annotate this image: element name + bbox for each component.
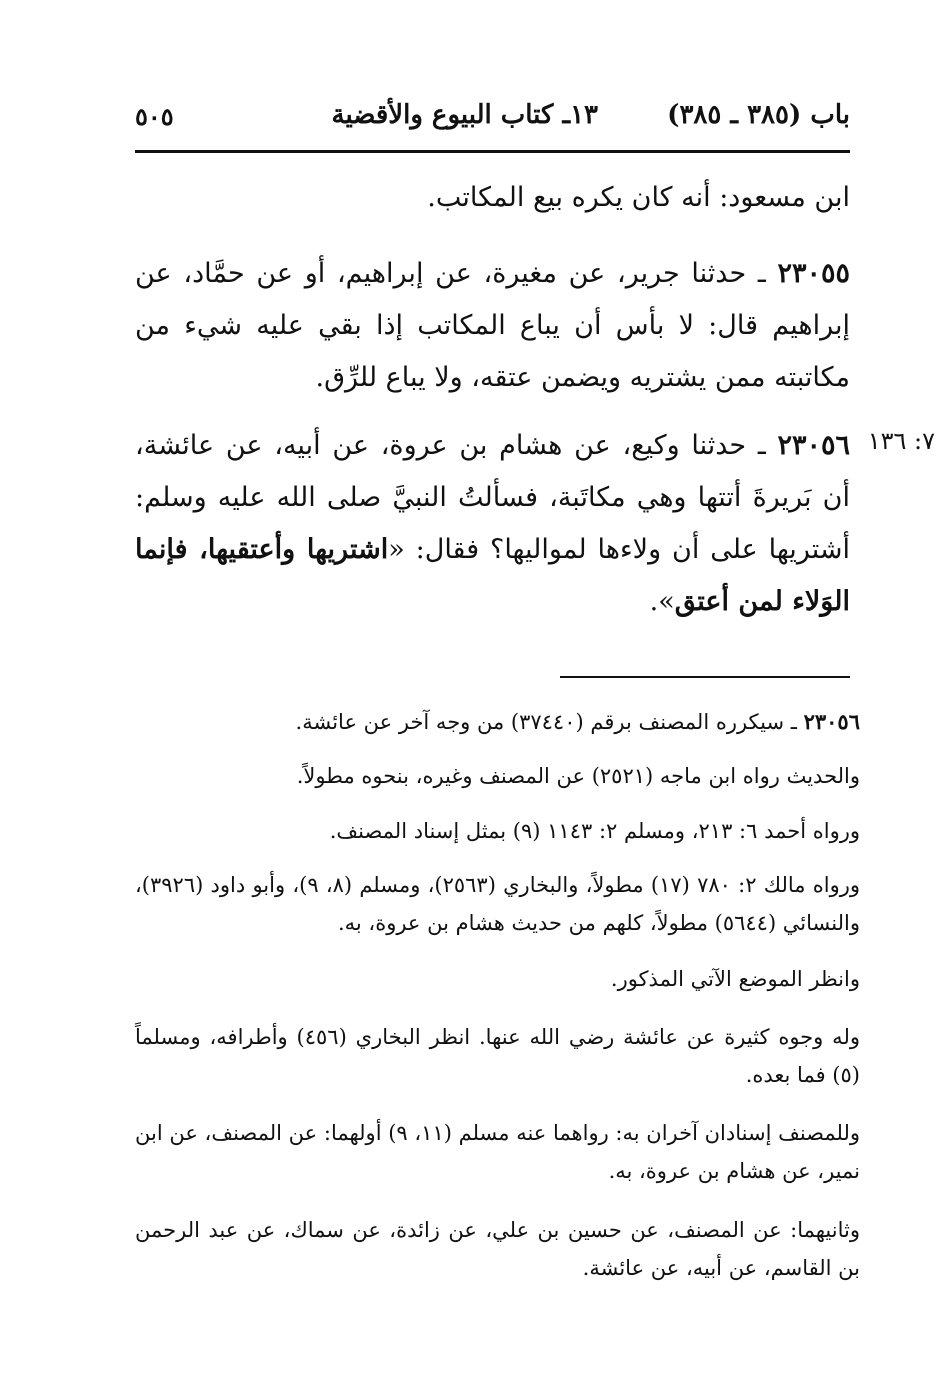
footnote-paragraph: ورواه أحمد ٦: ٢١٣، ومسلم ٢: ١١٤٣ (٩) بمثل إسناد المصنف. bbox=[329, 819, 860, 843]
footnote-paragraph: وللمصنف إسنادان آخران به: رواهما عنه مسلم (١١، ٩) أولهما: عن المصنف، عن ابن نمير، عن هشام بن عروة، به. bbox=[135, 1121, 861, 1183]
chapter-title: باب (٣٨٥ ـ ٣٨٥) bbox=[667, 100, 850, 130]
hadith-number: ٢٣٠٥٦ bbox=[777, 430, 850, 461]
footnote-6 bbox=[135, 1018, 860, 1094]
hadith-text-end: ». bbox=[649, 586, 675, 617]
header-divider bbox=[135, 150, 850, 153]
footnote-1 bbox=[135, 703, 860, 741]
continued-text bbox=[135, 172, 850, 224]
hadith-paragraph bbox=[135, 420, 850, 628]
footnote-5 bbox=[135, 960, 860, 998]
footnote-2 bbox=[135, 757, 860, 795]
hadith-23056 bbox=[135, 420, 850, 628]
page-number: ٥٠٥ bbox=[135, 102, 174, 131]
footnote-paragraph bbox=[135, 703, 860, 741]
hadith-paragraph bbox=[135, 248, 850, 404]
footnote-7 bbox=[135, 1114, 860, 1190]
margin-reference: ٧: ١٣٦ bbox=[867, 427, 935, 455]
footnote-number: ٢٣٠٥٦ bbox=[803, 709, 860, 734]
hadith-text: ـ حدثنا جرير، عن مغيرة، عن إبراهيم، أو عن حمَّاد، عن إبراهيم قال: لا بأس أن يباع المكاتب إذا بقي عليه شيء من مكاتبته ممن يشتريه ويضمن عتقه، ولا يباع للرِّق. bbox=[135, 258, 850, 393]
running-header bbox=[135, 96, 850, 146]
prophetic-quote: اشتريها وأعتقيها، فإنما الوَلاء لمن أعتق bbox=[135, 534, 850, 617]
footnote-text: ـ سيكرره المصنف برقم (٣٧٤٤٠) من وجه آخر عن عائشة. bbox=[295, 710, 804, 734]
footnote-paragraph: والحديث رواه ابن ماجه (٢٥٢١) عن المصنف وغيره، بنحوه مطولاً. bbox=[296, 764, 860, 788]
footnote-paragraph: وثانيهما: عن المصنف، عن حسين بن علي، عن زائدة، عن سماك، عن عبد الرحمن بن القاسم، عن أبيه، عن عائشة. bbox=[135, 1218, 860, 1280]
footnote-paragraph: ورواه مالك ٢: ٧٨٠ (١٧) مطولاً، والبخاري (٢٥٦٣)، ومسلم (٨، ٩)، وأبو داود (٣٩٢٦)، والنسائي (٥٦٤٤) مطولاً، كلهم من حديث هشام بن عروة، به. bbox=[135, 873, 861, 935]
footnote-paragraph: وله وجوه كثيرة عن عائشة رضي الله عنها. انظر البخاري (٤٥٦) وأطرافه، ومسلماً (٥) فما بعده. bbox=[135, 1025, 860, 1087]
footnote-4 bbox=[135, 866, 860, 942]
footnote-paragraph: وانظر الموضع الآتي المذكور. bbox=[610, 967, 860, 991]
footnote-divider bbox=[560, 676, 850, 678]
hadith-text: ـ حدثنا وكيع، عن هشام بن عروة، عن أبيه، عن عائشة، أن بَريرةَ أتتها وهي مكاتَبة، فسألتُ النبيَّ صلى الله عليه وسلم: أشتريها على أن ولاءها لمواليها؟ فقال: « bbox=[135, 430, 850, 565]
paragraph-continued: ابن مسعود: أنه كان يكره بيع المكاتب. bbox=[427, 182, 850, 213]
hadith-number: ٢٣٠٥٥ bbox=[777, 258, 850, 289]
book-title: ١٣ـ كتاب البيوع والأقضية bbox=[331, 100, 598, 130]
hadith-23055 bbox=[135, 248, 850, 404]
footnote-8 bbox=[135, 1211, 860, 1287]
footnote-3 bbox=[135, 812, 860, 850]
